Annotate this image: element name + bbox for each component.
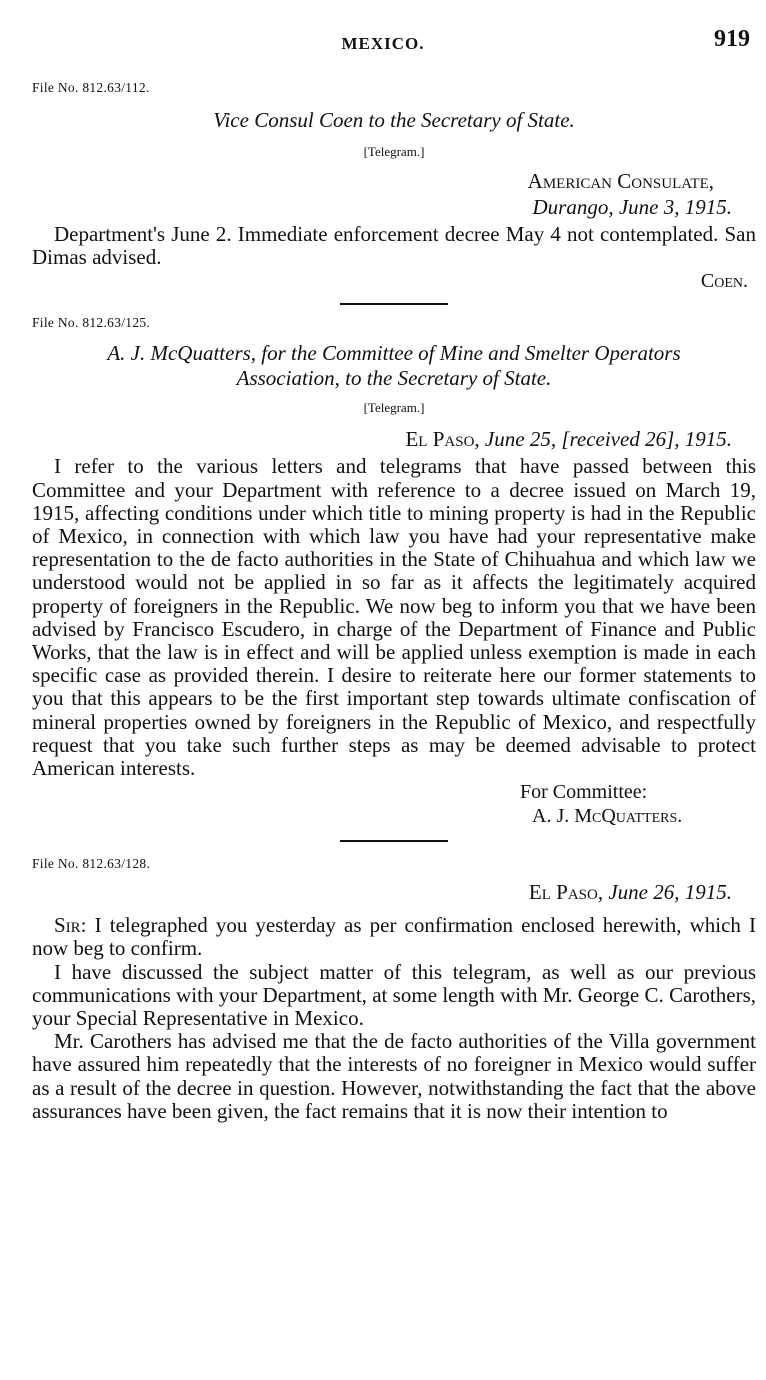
telegram-text: Department's June 2. Immediate enforcement decree May 4 not contemplated. San Dimas advised. <box>32 222 756 270</box>
signature: A. J. McQuatters. <box>532 805 683 828</box>
document-heading: Vice Consul Coen to the Secretary of State. <box>213 108 575 132</box>
file-number: File No. 812.63/125. <box>32 315 151 331</box>
salutation: Sir: <box>54 913 87 938</box>
file-number: File No. 812.63/128. <box>32 856 151 872</box>
dateline <box>32 880 756 904</box>
dateline-date: June 26, 1915. <box>608 880 732 905</box>
running-head-title: MEXICO. <box>341 34 425 53</box>
page-number: 919 <box>714 26 750 52</box>
document-heading <box>32 341 756 391</box>
section-divider <box>340 303 448 305</box>
document-body <box>32 78 756 1123</box>
signature-for: For Committee: <box>520 781 648 804</box>
dateline-place: El Paso, <box>528 880 604 905</box>
telegram-text: I refer to the various letters and telegrams that have passed between this Committee and your Department with reference to a decree issued on March 19, 1915, affecting conditions under which title to mining property is had in the Republic of Mexico, in connection with which law you have had your representative make representation to the de facto authorities in the State of Chihuahua and which law we understood would not be applied in so far as it affects the legitimately acquired property of foreigners in the Republic. We now beg to inform you that we have been advised by Francisco Escudero, in charge of the Department of Finance and Public Works, that the law is in effect and will be applied unless exemption is made in each specific case as provided therein. I desire to reiterate here our former statements to you that this appears to be the first important step towards ultimate confiscation of mineral properties owned by foreigners in the Republic of Mexico, and respectfully request that you take such further steps as may be deemed advisable to protect American interests. <box>32 454 756 781</box>
dateline-date: June 25, [received 26], 1915. <box>484 427 732 452</box>
file-number: File No. 812.63/112. <box>32 80 150 95</box>
signature-block <box>520 780 756 828</box>
consulate-line: American Consulate, <box>527 169 714 193</box>
dateline <box>32 427 756 451</box>
signature: Coen. <box>700 270 748 293</box>
telegram-tag: [Telegram.] <box>363 400 425 416</box>
dateline: Durango, June 3, 1915. <box>532 195 732 219</box>
letter-paragraph <box>32 914 756 960</box>
heading-line: A. J. McQuatters, for the Committee of Mine and Smelter Operators <box>107 341 681 366</box>
dateline-place: El Paso, <box>405 427 480 452</box>
running-head <box>0 26 766 66</box>
telegram-tag: [Telegram.] <box>363 144 425 159</box>
section-divider <box>340 840 448 842</box>
letter-paragraph: Mr. Carothers has advised me that the de facto authorities of the Villa government have assured him repeatedly that the interests of no foreigner in Mexico would suffer as a result of the decree in question. However, notwithstanding the fact that the above assurances have been given, the fact remains that it is now their intention to <box>32 1029 756 1123</box>
paragraph-text: I telegraphed you yesterday as per confirmation enclosed herewith, which I now beg to confirm. <box>32 913 756 961</box>
heading-line: Association, to the Secretary of State. <box>236 366 552 391</box>
letter-paragraph: I have discussed the subject matter of this telegram, as well as our previous communications with your Department, at some length with Mr. George C. Carothers, your Special Representative in Mexico. <box>32 959 756 1031</box>
